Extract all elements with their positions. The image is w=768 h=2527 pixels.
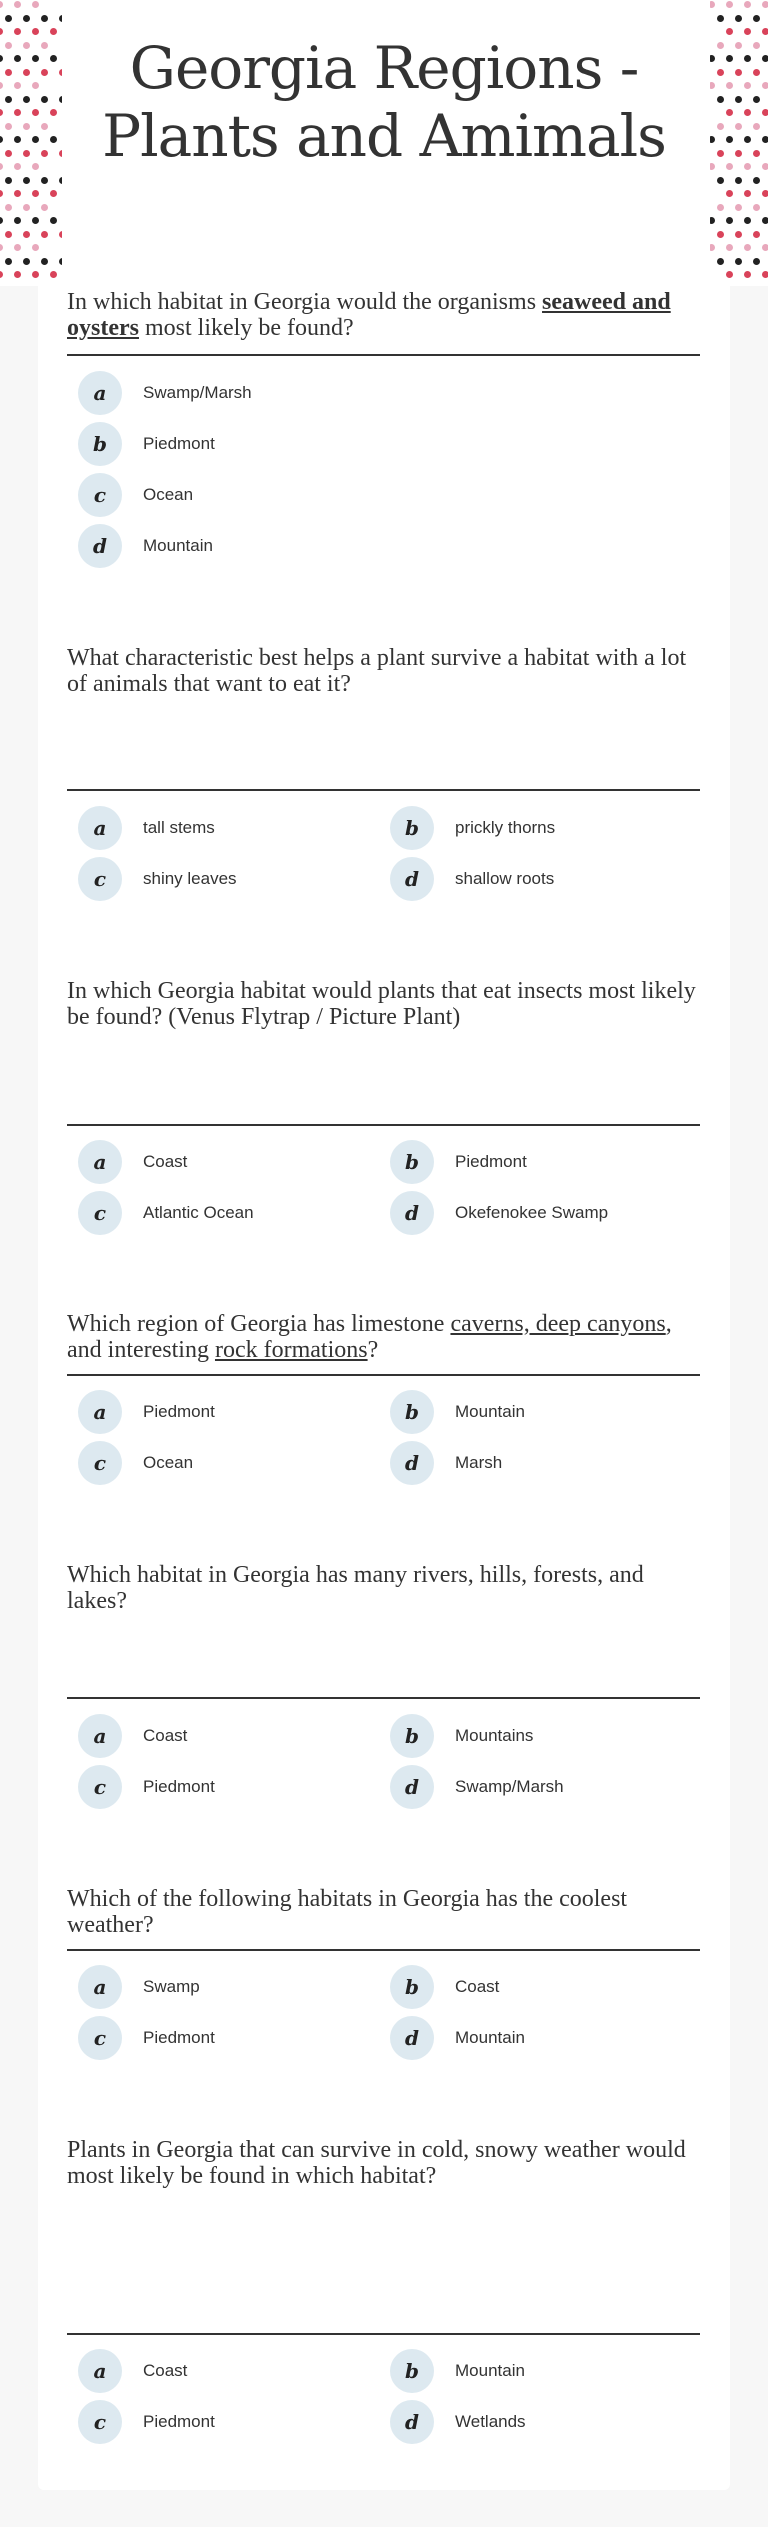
option-b[interactable] [390, 1965, 499, 2009]
decorative-dot [0, 1, 3, 8]
decorative-dot [23, 42, 30, 49]
question-6 [67, 1886, 700, 1938]
decorative-dot [735, 177, 742, 184]
decorative-dot [762, 28, 768, 35]
decorative-dot [5, 150, 12, 157]
decorative-dot [50, 136, 57, 143]
option-d[interactable] [390, 2016, 525, 2060]
option-label: Mountain [455, 2361, 525, 2380]
decorative-dot [14, 271, 21, 278]
decorative-dot [41, 15, 48, 22]
decorative-dot [14, 109, 21, 116]
option-d[interactable] [390, 1191, 608, 1235]
option-d[interactable] [390, 857, 554, 901]
option-c[interactable] [78, 1191, 254, 1235]
question-2 [67, 645, 700, 697]
option-a[interactable] [78, 1140, 187, 1184]
decorative-dot [5, 96, 12, 103]
decorative-dot [735, 96, 742, 103]
decorative-dot [50, 271, 57, 278]
option-letter-bubble: a [78, 371, 122, 415]
question-divider [67, 789, 700, 791]
option-label: Coast [143, 1726, 188, 1745]
decorative-dot [41, 123, 48, 130]
decorative-dot [5, 69, 12, 76]
decorative-dot [744, 1, 751, 8]
question-divider [67, 1949, 700, 1951]
decorative-dot [50, 190, 57, 197]
decorative-dot [710, 136, 715, 143]
decorative-dot [744, 217, 751, 224]
option-label: shiny leaves [143, 869, 237, 888]
decorative-dot [32, 244, 39, 251]
decorative-dot [0, 55, 3, 62]
decorative-dot [14, 55, 21, 62]
question-divider [67, 354, 700, 356]
decorative-dot [23, 204, 30, 211]
option-b[interactable] [390, 806, 555, 850]
decorative-dot [762, 136, 768, 143]
decorative-dot [735, 258, 742, 265]
decorative-dot [726, 109, 733, 116]
decorative-dot [41, 204, 48, 211]
decorative-dot [753, 177, 760, 184]
question-7 [67, 2137, 700, 2189]
decorative-dot [50, 217, 57, 224]
decorative-dot [59, 15, 62, 22]
option-label: Mountains [455, 1726, 534, 1745]
question-3 [67, 978, 700, 1030]
decorative-dot [5, 204, 12, 211]
option-label: Coast [455, 1977, 500, 1996]
decorative-dot [23, 69, 30, 76]
decorative-dot [5, 123, 12, 130]
decorative-dot [41, 150, 48, 157]
decorative-dot [744, 82, 751, 89]
decorative-dot [735, 15, 742, 22]
option-label: Piedmont [143, 434, 215, 453]
decorative-dot [753, 231, 760, 238]
decorative-dot [41, 231, 48, 238]
decorative-dot [762, 217, 768, 224]
decorative-dot [41, 96, 48, 103]
decorative-dot [0, 163, 3, 170]
option-label: Swamp/Marsh [455, 1777, 564, 1796]
decorative-dot [5, 177, 12, 184]
decorative-dot [717, 204, 724, 211]
decorative-dot [14, 163, 21, 170]
emphasis: rock formations [214, 1337, 368, 1363]
option-d[interactable] [390, 2400, 526, 2444]
decorative-dot [744, 136, 751, 143]
question-divider [67, 1697, 700, 1699]
decorative-dot [14, 244, 21, 251]
option-label: Okefenokee Swamp [455, 1203, 609, 1222]
option-label: Piedmont [143, 1402, 215, 1421]
option-letter-bubble: d [390, 1765, 434, 1809]
option-letter-bubble: b [390, 2349, 434, 2393]
decorative-dot [5, 15, 12, 22]
question-divider [67, 1374, 700, 1376]
question-text: Plants in Georgia that can survive in cold, snowy weather would most likely be found in which habitat? [67, 2137, 686, 2189]
option-letter-bubble: c [78, 857, 122, 901]
decorative-dot [59, 258, 62, 265]
decorative-dot [762, 271, 768, 278]
option-label: Mountain [143, 536, 213, 555]
decorative-dot [23, 258, 30, 265]
decorative-dot [717, 123, 724, 130]
decorative-dot [32, 217, 39, 224]
worksheet-header [0, 0, 768, 286]
decorative-dot [0, 190, 3, 197]
emphasis: caverns, deep canyons [450, 1311, 666, 1337]
emphasis: seaweed and oysters [67, 289, 671, 341]
decorative-dot [762, 1, 768, 8]
decorative-dot [726, 271, 733, 278]
decorative-dot [59, 177, 62, 184]
decorative-dot [14, 28, 21, 35]
option-letter-bubble: d [390, 2016, 434, 2060]
decorative-dot [744, 244, 751, 251]
decorative-dot [753, 123, 760, 130]
option-a[interactable] [78, 1390, 215, 1434]
question-4 [67, 1311, 700, 1363]
option-letter-bubble: a [78, 1390, 122, 1434]
decorative-dot [717, 42, 724, 49]
option-a[interactable] [78, 1965, 200, 2009]
option-a[interactable] [78, 1714, 187, 1758]
decorative-dot [717, 258, 724, 265]
dot-pattern-right [710, 0, 768, 286]
question-1 [67, 289, 700, 341]
decorative-dot [744, 163, 751, 170]
question-text: In which habitat in Georgia would the organisms seaweed and oysters most likely be found? [67, 289, 671, 341]
option-letter-bubble: d [390, 1191, 434, 1235]
option-letter-bubble: b [390, 1390, 434, 1434]
option-label: Swamp/Marsh [143, 383, 252, 402]
option-label: Ocean [143, 1453, 194, 1472]
option-d[interactable] [78, 524, 213, 568]
decorative-dot [735, 69, 742, 76]
option-letter-bubble: a [78, 1140, 122, 1184]
option-a[interactable] [78, 2349, 187, 2393]
option-c[interactable] [78, 2400, 215, 2444]
decorative-dot [23, 150, 30, 157]
decorative-dot [744, 55, 751, 62]
option-letter-bubble: c [78, 2400, 122, 2444]
decorative-dot [710, 82, 715, 89]
option-b[interactable] [390, 1714, 533, 1758]
option-b[interactable] [390, 2349, 525, 2393]
decorative-dot [23, 123, 30, 130]
decorative-dot [32, 271, 39, 278]
page-title: Georgia Regions - Plants and Amimals [102, 34, 666, 170]
decorative-dot [5, 231, 12, 238]
decorative-dot [5, 258, 12, 265]
decorative-dot [726, 217, 733, 224]
decorative-dot [41, 258, 48, 265]
option-letter-bubble: d [390, 857, 434, 901]
decorative-dot [744, 271, 751, 278]
decorative-dot [717, 150, 724, 157]
decorative-dot [753, 150, 760, 157]
decorative-dot [726, 163, 733, 170]
decorative-dot [32, 163, 39, 170]
decorative-dot [23, 231, 30, 238]
decorative-dot [753, 42, 760, 49]
question-text: Which habitat in Georgia has many rivers, hills, forests, and lakes? [67, 1562, 644, 1614]
decorative-dot [0, 244, 3, 251]
decorative-dot [762, 82, 768, 89]
decorative-dot [735, 42, 742, 49]
question-5 [67, 1562, 700, 1614]
decorative-dot [710, 163, 715, 170]
decorative-dot [744, 109, 751, 116]
decorative-dot [0, 109, 3, 116]
question-divider [67, 1124, 700, 1126]
decorative-dot [717, 69, 724, 76]
decorative-dot [14, 1, 21, 8]
option-letter-bubble: c [78, 1765, 122, 1809]
decorative-dot [717, 231, 724, 238]
option-b[interactable] [78, 422, 215, 466]
option-b[interactable] [390, 1390, 525, 1434]
option-label: Coast [143, 2361, 188, 2380]
option-label: shallow roots [455, 869, 555, 888]
decorative-dot [726, 55, 733, 62]
decorative-dot [744, 28, 751, 35]
option-label: Mountain [455, 1402, 525, 1421]
option-letter-bubble: a [78, 806, 122, 850]
option-label: Piedmont [455, 1152, 527, 1171]
decorative-dot [23, 177, 30, 184]
decorative-dot [753, 96, 760, 103]
option-label: Coast [143, 1152, 188, 1171]
decorative-dot [23, 96, 30, 103]
option-d[interactable] [390, 1441, 502, 1485]
option-letter-bubble: c [78, 473, 122, 517]
option-letter-bubble: d [78, 524, 122, 568]
option-b[interactable] [390, 1140, 527, 1184]
decorative-dot [717, 15, 724, 22]
option-letter-bubble: c [78, 2016, 122, 2060]
decorative-dot [762, 55, 768, 62]
decorative-dot [59, 231, 62, 238]
decorative-dot [735, 150, 742, 157]
decorative-dot [32, 55, 39, 62]
decorative-dot [710, 217, 715, 224]
option-c[interactable] [78, 857, 237, 901]
decorative-dot [735, 204, 742, 211]
decorative-dot [744, 190, 751, 197]
decorative-dot [726, 190, 733, 197]
decorative-dot [710, 55, 715, 62]
option-label: Swamp [143, 1977, 200, 1996]
decorative-dot [32, 28, 39, 35]
decorative-dot [0, 217, 3, 224]
option-d[interactable] [390, 1765, 564, 1809]
option-letter-bubble: d [390, 1441, 434, 1485]
decorative-dot [717, 96, 724, 103]
option-letter-bubble: b [390, 1714, 434, 1758]
option-label: Piedmont [143, 2412, 215, 2431]
decorative-dot [59, 69, 62, 76]
decorative-dot [32, 1, 39, 8]
decorative-dot [41, 69, 48, 76]
option-letter-bubble: a [78, 2349, 122, 2393]
option-a[interactable] [78, 806, 215, 850]
decorative-dot [735, 231, 742, 238]
decorative-dot [5, 42, 12, 49]
option-label: Ocean [143, 485, 194, 504]
decorative-dot [32, 136, 39, 143]
option-label: prickly thorns [455, 818, 556, 837]
option-letter-bubble: b [390, 1965, 434, 2009]
decorative-dot [717, 177, 724, 184]
decorative-dot [32, 109, 39, 116]
decorative-dot [0, 82, 3, 89]
decorative-dot [726, 244, 733, 251]
decorative-dot [14, 217, 21, 224]
option-letter-bubble: a [78, 1965, 122, 2009]
option-label: Mountain [455, 2028, 525, 2047]
decorative-dot [50, 109, 57, 116]
decorative-dot [726, 136, 733, 143]
option-letter-bubble: c [78, 1441, 122, 1485]
decorative-dot [0, 271, 3, 278]
decorative-dot [32, 82, 39, 89]
option-label: tall stems [143, 818, 215, 837]
decorative-dot [59, 150, 62, 157]
decorative-dot [14, 190, 21, 197]
option-c[interactable] [78, 2016, 215, 2060]
decorative-dot [726, 1, 733, 8]
decorative-dot [14, 82, 21, 89]
decorative-dot [23, 15, 30, 22]
option-label: Marsh [455, 1453, 503, 1472]
question-text: Which of the following habitats in Georgia has the coolest weather? [67, 1886, 628, 1938]
decorative-dot [762, 190, 768, 197]
option-label: Wetlands [455, 2412, 526, 2431]
decorative-dot [0, 136, 3, 143]
decorative-dot [762, 163, 768, 170]
question-text: Which region of Georgia has limestone caverns, deep canyons, and interesting rock formations? [67, 1311, 672, 1363]
decorative-dot [0, 28, 3, 35]
decorative-dot [726, 28, 733, 35]
option-letter-bubble: c [78, 1191, 122, 1235]
option-letter-bubble: b [390, 806, 434, 850]
decorative-dot [753, 15, 760, 22]
option-c[interactable] [78, 473, 193, 517]
option-a[interactable] [78, 371, 252, 415]
dot-pattern-left [0, 0, 62, 286]
decorative-dot [726, 82, 733, 89]
option-label: Piedmont [143, 1777, 215, 1796]
decorative-dot [50, 28, 57, 35]
decorative-dot [32, 190, 39, 197]
question-divider [67, 2333, 700, 2335]
option-label: Atlantic Ocean [143, 1203, 254, 1222]
option-letter-bubble: a [78, 1714, 122, 1758]
decorative-dot [735, 123, 742, 130]
question-text: In which Georgia habitat would plants that eat insects most likely be found? (Venus Flytrap / Picture Plant) [67, 978, 696, 1030]
option-letter-bubble: b [390, 1140, 434, 1184]
decorative-dot [41, 42, 48, 49]
decorative-dot [710, 1, 715, 8]
decorative-dot [14, 136, 21, 143]
option-label: Piedmont [143, 2028, 215, 2047]
question-text: What characteristic best helps a plant survive a habitat with a lot of animals that want to eat it? [67, 645, 687, 697]
option-letter-bubble: d [390, 2400, 434, 2444]
decorative-dot [753, 69, 760, 76]
decorative-dot [753, 204, 760, 211]
decorative-dot [710, 244, 715, 251]
option-c[interactable] [78, 1441, 193, 1485]
decorative-dot [762, 244, 768, 251]
option-c[interactable] [78, 1765, 215, 1809]
decorative-dot [762, 109, 768, 116]
decorative-dot [41, 177, 48, 184]
option-letter-bubble: b [78, 422, 122, 466]
decorative-dot [753, 258, 760, 265]
decorative-dot [59, 96, 62, 103]
decorative-dot [50, 55, 57, 62]
